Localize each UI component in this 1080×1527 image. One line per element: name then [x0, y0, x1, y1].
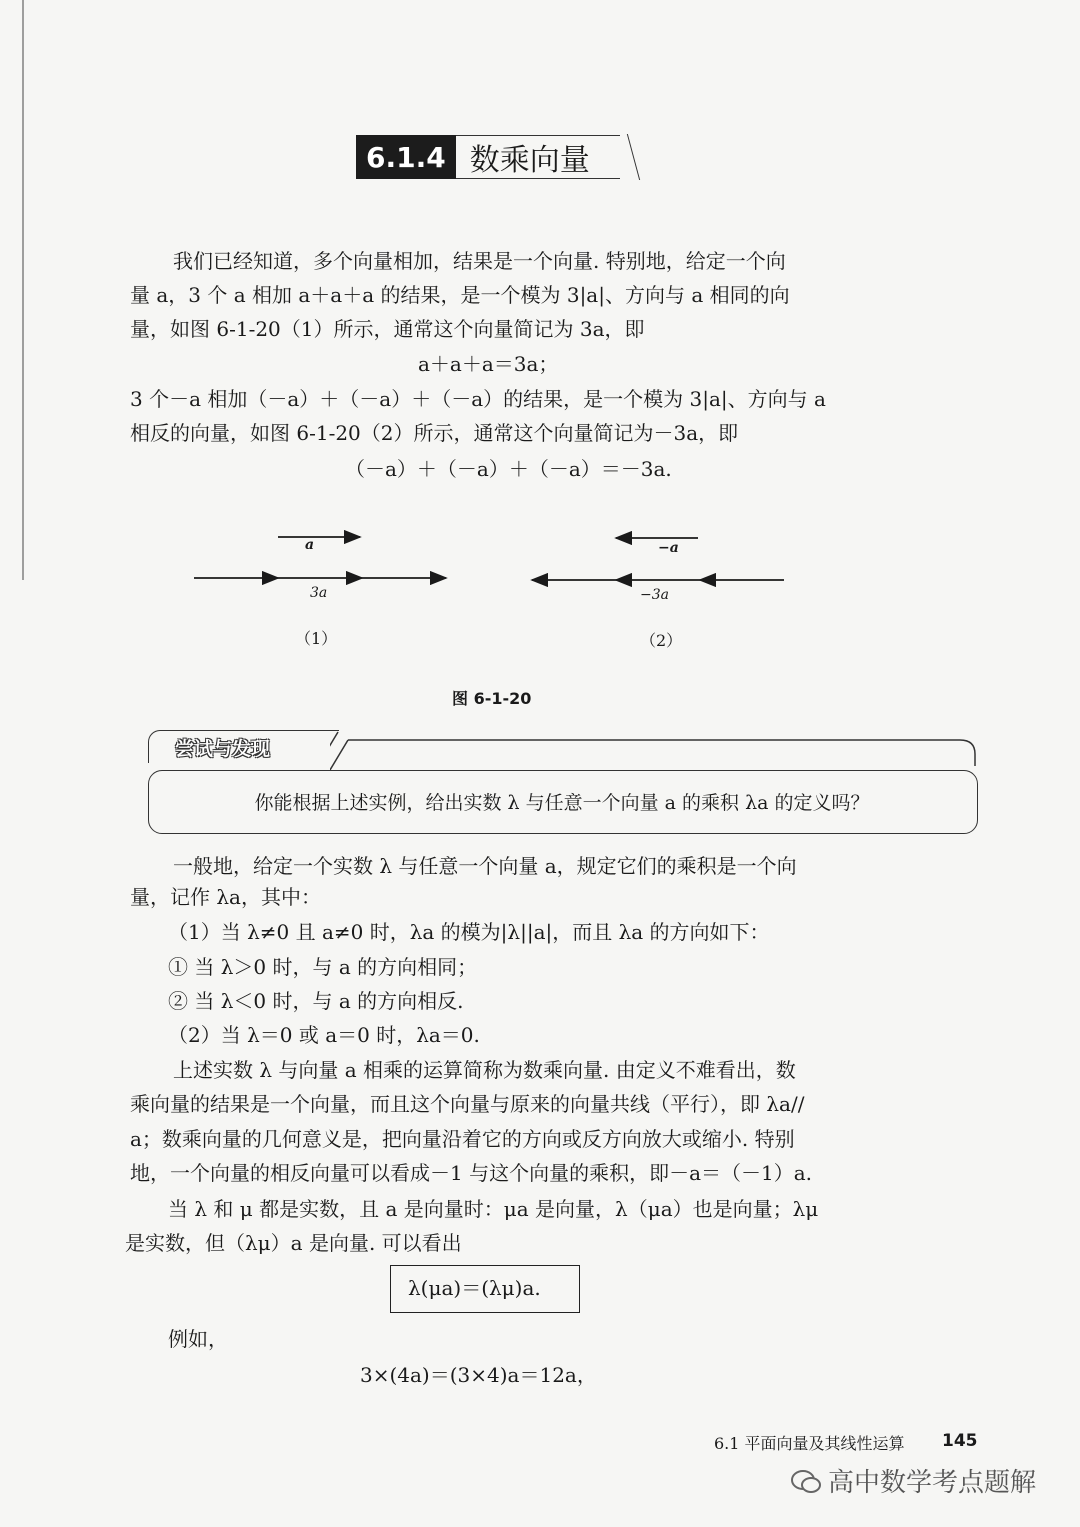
figure-sub-caption-1: （1） [295, 629, 338, 648]
paragraph-line: 当 λ 和 μ 都是实数，且 a 是向量时：μa 是向量，λ（μa）也是向量；λμ [168, 1197, 819, 1221]
try-box-question: 你能根据上述实例，给出实数 λ 与任意一个向量 a 的乘积 λa 的定义吗？ [254, 792, 870, 814]
paragraph-line: ① 当 λ＞0 时，与 a 的方向相同； [168, 955, 478, 979]
page-number: 145 [942, 1431, 978, 1451]
paragraph-line: 相反的向量，如图 6-1-20（2）所示，通常这个向量简记为－3a，即 [130, 421, 739, 445]
paragraph-line: ② 当 λ＜0 时，与 a 的方向相反. [168, 989, 464, 1013]
margin-line [22, 0, 24, 580]
equation: （－a）＋（－a）＋（－a）＝－3a. [345, 457, 672, 481]
footer-section: 6.1 平面向量及其线性运算 [714, 1434, 905, 1453]
label-neg-a: −a [658, 540, 679, 556]
wechat-icon [790, 1468, 822, 1496]
paragraph-line: 上述实数 λ 与向量 a 相乘的运算简称为数乘向量. 由定义不难看出，数 [173, 1058, 796, 1082]
section-number: 6.1.4 [356, 135, 456, 179]
try-box-title: 尝试与发现 [175, 738, 271, 760]
paragraph-line: 量，如图 6-1-20（1）所示，通常这个向量简记为 3a，即 [130, 317, 645, 341]
paragraph-line: 我们已经知道，多个向量相加，结果是一个向量. 特别地，给定一个向 [173, 249, 786, 273]
vector-figure [180, 520, 800, 620]
paragraph-line: 3 个－a 相加（－a）＋（－a）＋（－a）的结果，是一个模为 3|a|、方向与 a [130, 387, 826, 411]
section-title [356, 135, 620, 179]
figure-sub-caption-2: （2） [640, 631, 683, 650]
paragraph-line: 是实数，但（λμ）a 是向量. 可以看出 [125, 1231, 462, 1255]
watermark-text: 高中数学考点题解 [828, 1468, 1037, 1498]
example-intro: 例如， [168, 1327, 228, 1351]
paragraph-line: 量 a，3 个 a 相加 a＋a＋a 的结果，是一个模为 3|a|、方向与 a 相同的向 [130, 283, 790, 307]
figure-caption: 图 6-1-20 [452, 689, 532, 708]
example-equation: 3×(4a)＝(3×4)a＝12a， [360, 1363, 597, 1387]
paragraph-line: （2）当 λ＝0 或 a＝0 时，λa＝0. [168, 1023, 480, 1047]
paragraph-line: （1）当 λ≠0 且 a≠0 时，λa 的模为|λ||a|，而且 λa 的方向如下： [168, 920, 770, 944]
paragraph-line: a；数乘向量的几何意义是，把向量沿着它的方向或反方向放大或缩小. 特别 [130, 1127, 795, 1151]
paragraph-line: 一般地，给定一个实数 λ 与任意一个向量 a，规定它们的乘积是一个向 [173, 854, 797, 878]
label-3a: 3a [310, 585, 328, 601]
paragraph-line: 量，记作 λa，其中： [130, 885, 321, 909]
boxed-formula-text: λ(μa)＝(λμ)a. [408, 1276, 541, 1300]
paragraph-line: 地，一个向量的相反向量可以看成－1 与这个向量的乘积，即－a＝（－1）a. [130, 1161, 813, 1185]
label-neg-3a: −3a [640, 587, 669, 603]
section-title-text: 数乘向量 [456, 135, 620, 179]
equation: a＋a＋a＝3a； [418, 352, 559, 376]
label-a: a [305, 537, 315, 553]
paragraph-line: 乘向量的结果是一个向量，而且这个向量与原来的向量共线（平行），即 λa// [130, 1092, 805, 1116]
